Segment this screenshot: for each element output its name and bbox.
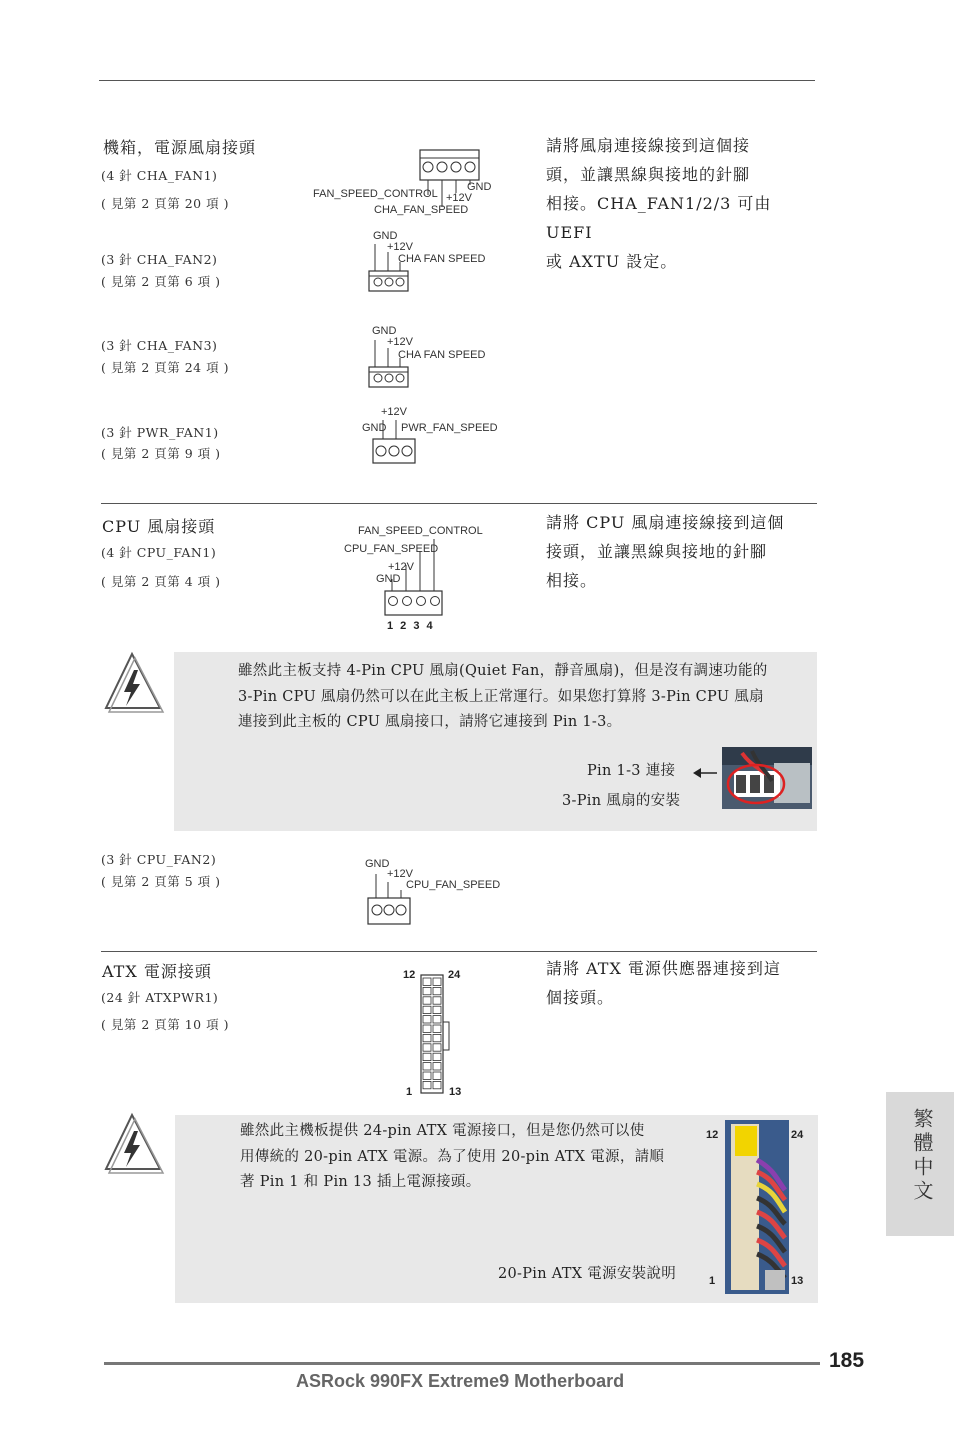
cha-fan3-ref: ( 見第 2 頁第 24 項 ): [101, 360, 229, 375]
cpu-fan2-gnd-label: GND: [365, 858, 390, 870]
atx-pin-cell: [423, 997, 431, 1004]
atx-power-description: 請將 ATX 電源供應器連接到這 個接頭。: [546, 959, 781, 1007]
cha-fan1-ref: ( 見第 2 頁第 20 項 ): [101, 196, 229, 211]
cha-fan1-gnd-label: GND: [467, 181, 492, 193]
fan-install-photo: [722, 747, 812, 809]
pwr-fan1-gnd-label: GND: [362, 422, 387, 434]
cha-fan2-speed-label: CHA FAN SPEED: [398, 253, 486, 265]
atx-note-caption: 20-Pin ATX 電源安裝說明: [498, 1266, 677, 1282]
cha-fan1-12v-label: +12V: [446, 192, 472, 204]
warning-triangle-icon: [100, 1109, 164, 1175]
cpu-fan2-pins: (3 針 CPU_FAN2): [101, 852, 217, 867]
atx-pin-cell: [433, 1006, 441, 1013]
atx-note-text: 雖然此主機板提供 24-pin ATX 電源接口，但是您仍然可以使 用傳統的 20-pin ATX 電源。為了使用 20-pin ATX 電源，請順 著 Pin 1 和 Pin 13 插上電源接頭。: [240, 1123, 665, 1190]
atx-power-title: ATX 電源接頭: [102, 962, 212, 981]
atx-pin-cell: [423, 978, 431, 985]
atx-photo-label-1: 1: [709, 1275, 716, 1287]
atx-photo-label-24: 24: [791, 1129, 804, 1141]
cha-fan2-ref: ( 見第 2 頁第 6 項 ): [101, 274, 221, 289]
cpu-fan2-12v-label: +12V: [387, 868, 413, 880]
cpu-fan1-pins: (4 針 CPU_FAN1): [101, 545, 217, 560]
language-side-tab-label: 繁體中文: [910, 1108, 934, 1204]
atx-pin-cell: [423, 1053, 431, 1060]
atx-pin-cell: [423, 1063, 431, 1070]
cpu-fan1-12v-label: +12V: [388, 561, 414, 573]
atx-pin-label-24: 24: [448, 969, 461, 981]
atx-24pin-diagram: [418, 972, 458, 1096]
atx-pin-cell: [433, 1044, 441, 1051]
atx-pin-cell: [423, 1025, 431, 1032]
atx-photo-label-12: 12: [706, 1129, 719, 1141]
cpu-fan1-speed-label: CPU_FAN_SPEED: [344, 543, 439, 555]
atx-pin-cell: [433, 1025, 441, 1032]
arrow-left-icon: [691, 766, 719, 780]
atx-power-ref: ( 見第 2 頁第 10 項 ): [101, 1017, 229, 1032]
atx-pin-label-1: 1: [406, 1086, 413, 1098]
atx-pin-cell: [433, 1072, 441, 1079]
footer-rule: [104, 1362, 820, 1365]
atx-pin-label-12: 12: [403, 969, 416, 981]
cpu-fan-note-text: 雖然此主板支持 4-Pin CPU 風扇(Quiet Fan，靜音風扇)，但是沒有調速功能的 3-Pin CPU 風扇仍然可以在此主板上正常運行。如果您打算將 3-Pin CPU 風扇 連接到此主板的 CPU 風扇接口，請將它連接到 Pin 1-3。: [238, 663, 768, 730]
atx-pin-cell: [423, 1081, 431, 1088]
atx-pin-cell: [423, 1006, 431, 1013]
cpu-fan1-speed-control-label: FAN_SPEED_CONTROL: [358, 525, 483, 537]
pwr-fan1-ref: ( 見第 2 頁第 9 項 ): [101, 446, 221, 461]
cpu-fan-title: CPU 風扇接頭: [102, 517, 216, 536]
cha-fan1-speed-label: CHA_FAN_SPEED: [374, 204, 469, 216]
section-rule-cpu: [101, 503, 817, 504]
atx-power-pins: (24 針 ATXPWR1): [101, 990, 219, 1005]
warning-triangle-icon: [100, 648, 164, 714]
atx-photo-label-13: 13: [791, 1275, 804, 1287]
chassis-fan-description: 請將風扇連接線接到這個接 頭，並讓黑線與接地的針腳 相接。CHA_FAN1/2/3 可由 UEFI 或 AXTU 設定。: [546, 136, 772, 271]
cpu-fan1-gnd-label: GND: [376, 573, 401, 585]
section-rule-atx: [101, 951, 817, 952]
cha-fan3-12v-label: +12V: [387, 336, 413, 348]
cpu-fan-description: 請將 CPU 風扇連接線接到這個 接頭，並讓黑線與接地的針腳 相接。: [546, 513, 785, 590]
cpu-fan2-ref: ( 見第 2 頁第 5 項 ): [101, 874, 221, 889]
cha-fan3-speed-label: CHA FAN SPEED: [398, 349, 486, 361]
atx-pin-cell: [423, 1034, 431, 1041]
footer-model-name: ASRock 990FX Extreme9 Motherboard: [296, 1371, 625, 1391]
atx-pin-cell: [433, 1081, 441, 1088]
atx-connector-photo: [725, 1120, 789, 1294]
cpu-fan2-speed-label: CPU_FAN_SPEED: [406, 879, 501, 891]
atx-pin-cell: [433, 1053, 441, 1060]
cha-fan3-pins: (3 針 CHA_FAN3): [101, 338, 218, 353]
atx-pin-cell: [433, 1063, 441, 1070]
cpu-fan-note-install: 3-Pin 風扇的安裝: [562, 793, 681, 809]
atx-pin-cell: [433, 1016, 441, 1023]
atx-pin-cell: [433, 997, 441, 1004]
pwr-fan1-speed-label: PWR_FAN_SPEED: [401, 422, 498, 434]
cha-fan2-pins: (3 針 CHA_FAN2): [101, 252, 218, 267]
atx-pin-cell: [433, 978, 441, 985]
pwr-fan1-12v-label: +12V: [381, 406, 407, 418]
cha-fan2-12v-label: +12V: [387, 241, 413, 253]
atx-pin-cell: [433, 987, 441, 994]
cpu-fan1-pin-numbers: 1 2 3 4: [387, 620, 435, 632]
cha-fan2-gnd-label: GND: [373, 230, 398, 242]
atx-pin-cell: [423, 987, 431, 994]
cha-fan1-speed-control-label: FAN_SPEED_CONTROL: [313, 188, 438, 200]
chassis-fan-title: 機箱，電源風扇接頭: [103, 138, 257, 157]
atx-pin-cell: [423, 1044, 431, 1051]
language-side-tab: [886, 1092, 954, 1236]
cha-fan3-gnd-label: GND: [372, 325, 397, 337]
pwr-fan1-pins: (3 針 PWR_FAN1): [101, 425, 219, 440]
cha-fan1-pins: (4 針 CHA_FAN1): [101, 168, 218, 183]
atx-pin-cell: [423, 1072, 431, 1079]
cpu-fan-note-pin-connect: Pin 1-3 連接: [587, 763, 676, 779]
atx-pin-label-13: 13: [449, 1086, 462, 1098]
atx-pin-cell: [423, 1016, 431, 1023]
page-number: 185: [829, 1349, 865, 1372]
top-rule: [99, 80, 815, 81]
cpu-fan1-ref: ( 見第 2 頁第 4 項 ): [101, 574, 221, 589]
atx-pin-cell: [433, 1034, 441, 1041]
